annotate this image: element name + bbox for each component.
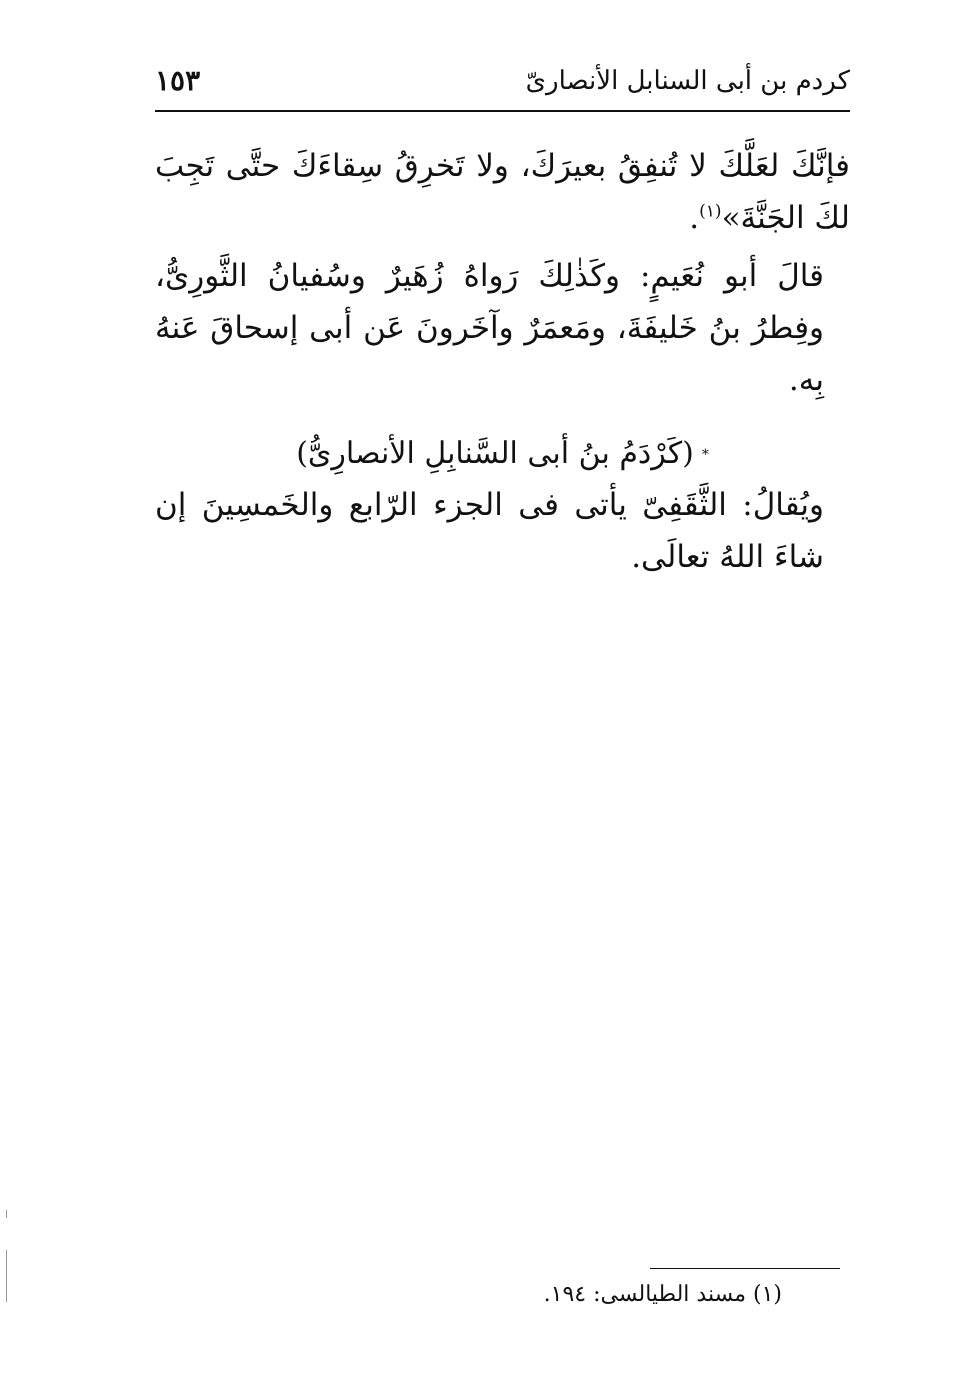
entry-heading — [155, 430, 850, 479]
scan-edge-mark — [6, 1210, 7, 1218]
asterisk-icon: * — [701, 447, 709, 463]
paragraph-text: فإنَّكَ لعَلَّكَ لا تُنفِقُ بعيرَكَ، ولا تَخرِقُ سِقاءَكَ حتَّى تَجِبَ لكَ الجَنَّةَ» — [155, 148, 850, 236]
header-title: كردم بن أبى السنابل الأنصارىّ — [525, 66, 850, 96]
paragraph-narration-note: قالَ أبو نُعَيمٍ: وكَذٰلِكَ رَواهُ زُهَيرٌ وسُفيانُ الثَّورِىُّ، وفِطرُ بنُ خَليفَةَ، ومَعمَرٌ وآخَرونَ عَن أبى إسحاقَ عَنهُ بِه. — [155, 258, 824, 398]
main-text — [155, 140, 850, 583]
footnote: (١) مسند الطيالسى: ١٩٤. — [543, 1282, 782, 1307]
paragraph-cross-reference: ويُقالُ: الثَّقَفِىّ يأتى فى الجزء الرّابع والخَمسِينَ إن شاءَ اللهُ تعالَى. — [155, 487, 824, 575]
scan-edge-mark — [6, 1250, 7, 1302]
running-header — [155, 62, 850, 106]
footnote-reference: (١) — [699, 201, 722, 222]
page-number: ١٥٣ — [155, 64, 201, 97]
paragraph-period: . — [689, 200, 700, 236]
header-rule — [155, 110, 850, 112]
footnote-rule — [650, 1268, 840, 1269]
paragraph-hadith-end — [155, 140, 850, 244]
entry-heading-text: (كَرْدَمُ بنُ أبى السَّنابِلِ الأنصارِىُّ) — [296, 436, 694, 471]
